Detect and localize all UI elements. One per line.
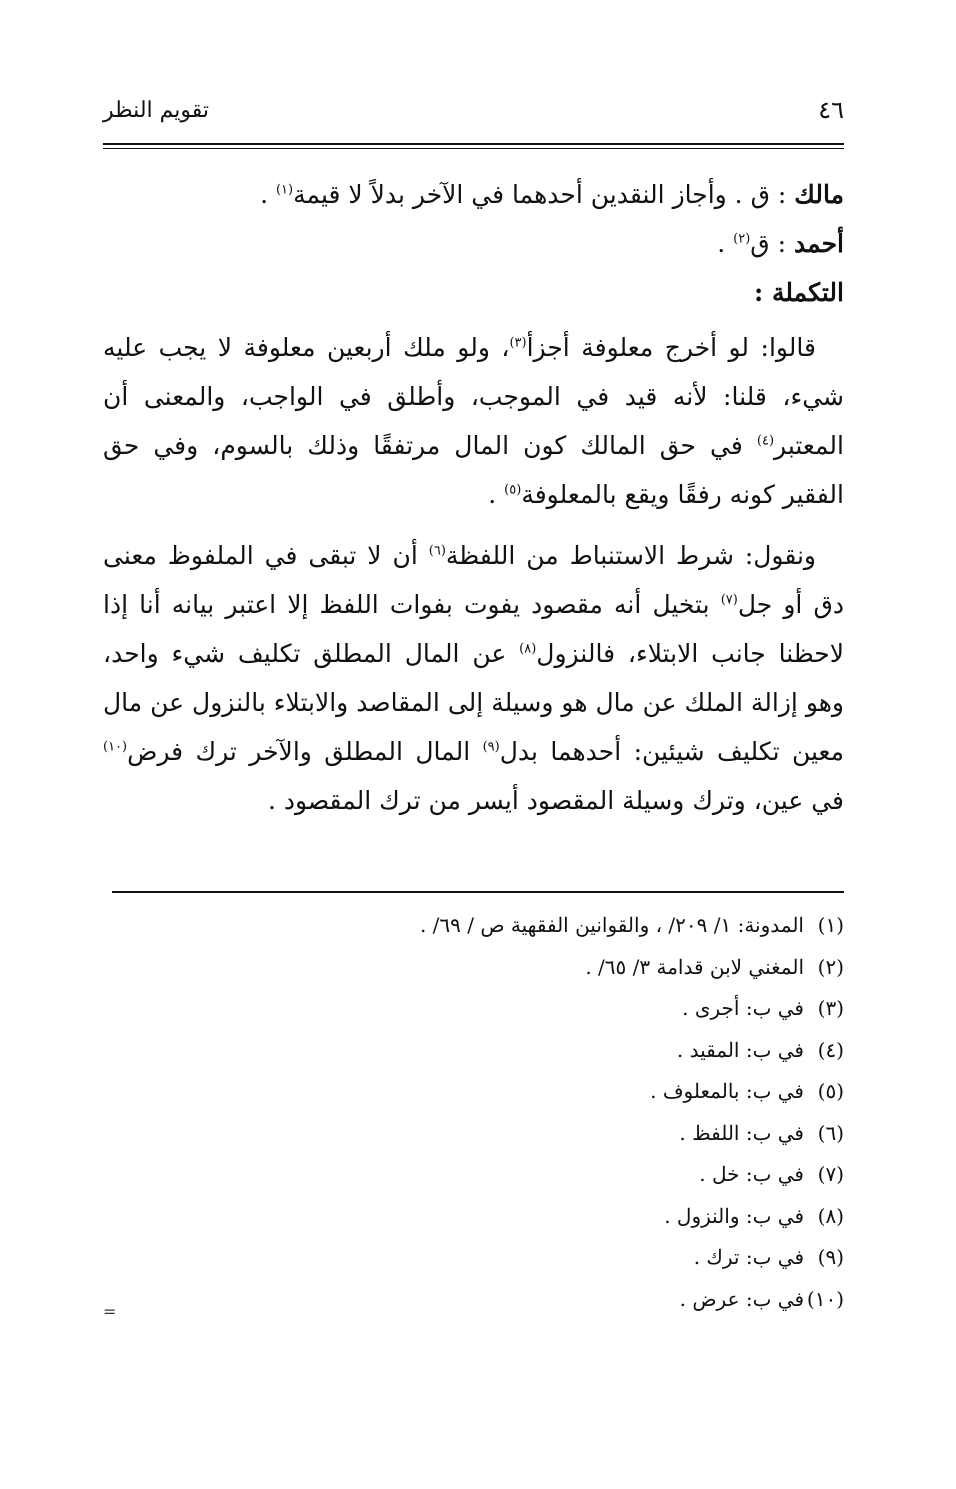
- footnote-text: المغني لابن قدامة ٣/ ٦٥/ .: [585, 954, 804, 979]
- footnote-number: (١٠): [806, 1286, 844, 1311]
- footnote-text: في ب: بالمعلوف .: [650, 1079, 804, 1103]
- section-heading: التكملة :: [754, 278, 844, 307]
- footnote-ref: (٩): [482, 739, 500, 755]
- footnote-text: في ب: المقيد .: [676, 1037, 804, 1062]
- entry-ahmad: [103, 219, 844, 268]
- entry-name: أحمد: [794, 229, 844, 258]
- margin-mark: =: [103, 1302, 117, 1321]
- footnote-number: (٤): [817, 1037, 844, 1062]
- footnote-number: (٢): [817, 954, 844, 979]
- main-text: [103, 170, 844, 825]
- footnote-text: في ب: عرض .: [679, 1286, 804, 1311]
- text-run: في حق المالك كون المال مرتفقًا وذلك بالسوم، وفي حق الفقير كونه رفقًا ويقع بالمعلوفة: [103, 431, 844, 509]
- footnote-text: المدونة: ١/ ٢٠٩/ ، والقوانين الفقهية ص / ٦٩/ .: [419, 913, 804, 937]
- paragraph: [103, 323, 844, 519]
- footnote-item: [103, 1113, 844, 1155]
- footnote-number: (٣): [817, 996, 844, 1020]
- footnote-item: [103, 1279, 844, 1321]
- text-run: قالوا: لو أخرج معلوفة أجزأ: [526, 333, 816, 362]
- header-rule: [103, 143, 844, 145]
- footnote-ref: (٧): [720, 592, 738, 608]
- footnote-text: في ب: أجرى .: [682, 996, 804, 1020]
- footnote-item: [103, 905, 844, 947]
- footnote-ref: (٤): [756, 433, 775, 449]
- footnote-number: (٩): [817, 1245, 844, 1269]
- text-run: بتخيل أنه مقصود يفوت بفوات اللفظ إلا اعتبر بيانه أنا إذا لاحظنا جانب الابتلاء، فالنزول: [103, 590, 844, 668]
- footnote-ref: (١٠): [103, 739, 128, 755]
- entry-text: : ق: [750, 229, 787, 258]
- footnote-text: في ب: خل .: [699, 1162, 804, 1186]
- footnote-item: [103, 1071, 844, 1113]
- footnote-item: [103, 947, 844, 989]
- footnote-text: في ب: والنزول .: [664, 1203, 804, 1228]
- footnote-ref: (٨): [519, 641, 537, 657]
- header-rule-thin: [103, 148, 844, 149]
- text-run: في عين، وترك وسيلة المقصود أيسر من ترك المقصود .: [267, 786, 844, 815]
- text-run: أن لا تبقى في الملفوظ معنى دق أو جل: [103, 541, 844, 619]
- text-run: ونقول: شرط الاستنباط من اللفظة: [445, 541, 817, 570]
- text-run: .: [488, 480, 505, 509]
- footnote-number: (٧): [817, 1162, 844, 1186]
- footnote-number: (١): [817, 913, 844, 937]
- footnote-ref: (٦): [428, 543, 446, 559]
- footnote-text: في ب: اللفظ .: [679, 1120, 804, 1145]
- paragraph: [103, 531, 844, 825]
- page-number: ٤٦: [818, 96, 844, 124]
- footnote-item: [103, 1237, 844, 1279]
- entry-end: .: [260, 180, 276, 209]
- footnote-number: (٨): [817, 1203, 844, 1228]
- footnote-item: [103, 1154, 844, 1196]
- footnote-item: [103, 1030, 844, 1072]
- entry-malik: [103, 170, 844, 219]
- footnote-ref: (٢): [733, 231, 751, 247]
- footnote-ref: (٣): [509, 335, 527, 351]
- text-run: ، ولو ملك أربعين معلوفة لا يجب عليه شيء، قلنا: لأنه قيد في الموجب، وأطلق في الواجب، والمعنى أن المعتبر: [103, 333, 844, 460]
- text-run: المال المطلق والآخر ترك فرض: [127, 737, 483, 766]
- text-run: عن المال المطلق تكليف شيء واحد، وهو إزالة الملك عن مال هو وسيلة إلى المقاصد والابتلاء بالنزول عن مال معين تكليف شيئين: أحدهما بدل: [103, 639, 844, 766]
- entry-end: .: [717, 229, 734, 258]
- footnote-number: (٦): [817, 1120, 844, 1145]
- footnote-number: (٥): [817, 1079, 844, 1103]
- page-header: [103, 96, 844, 136]
- footnotes: [103, 905, 844, 1320]
- running-title: تقويم النظر: [103, 98, 210, 123]
- footnote-ref: (١): [275, 182, 294, 198]
- footnote-rule: [112, 891, 844, 893]
- footnote-ref: (٥): [504, 482, 522, 498]
- footnote-item: [103, 988, 844, 1030]
- entry-name: مالك: [794, 180, 844, 209]
- entry-text: : ق . وأجاز النقدين أحدهما في الآخر بدلاً لا قيمة: [293, 180, 787, 209]
- footnote-text: في ب: ترك .: [693, 1245, 804, 1269]
- footnote-item: [103, 1196, 844, 1238]
